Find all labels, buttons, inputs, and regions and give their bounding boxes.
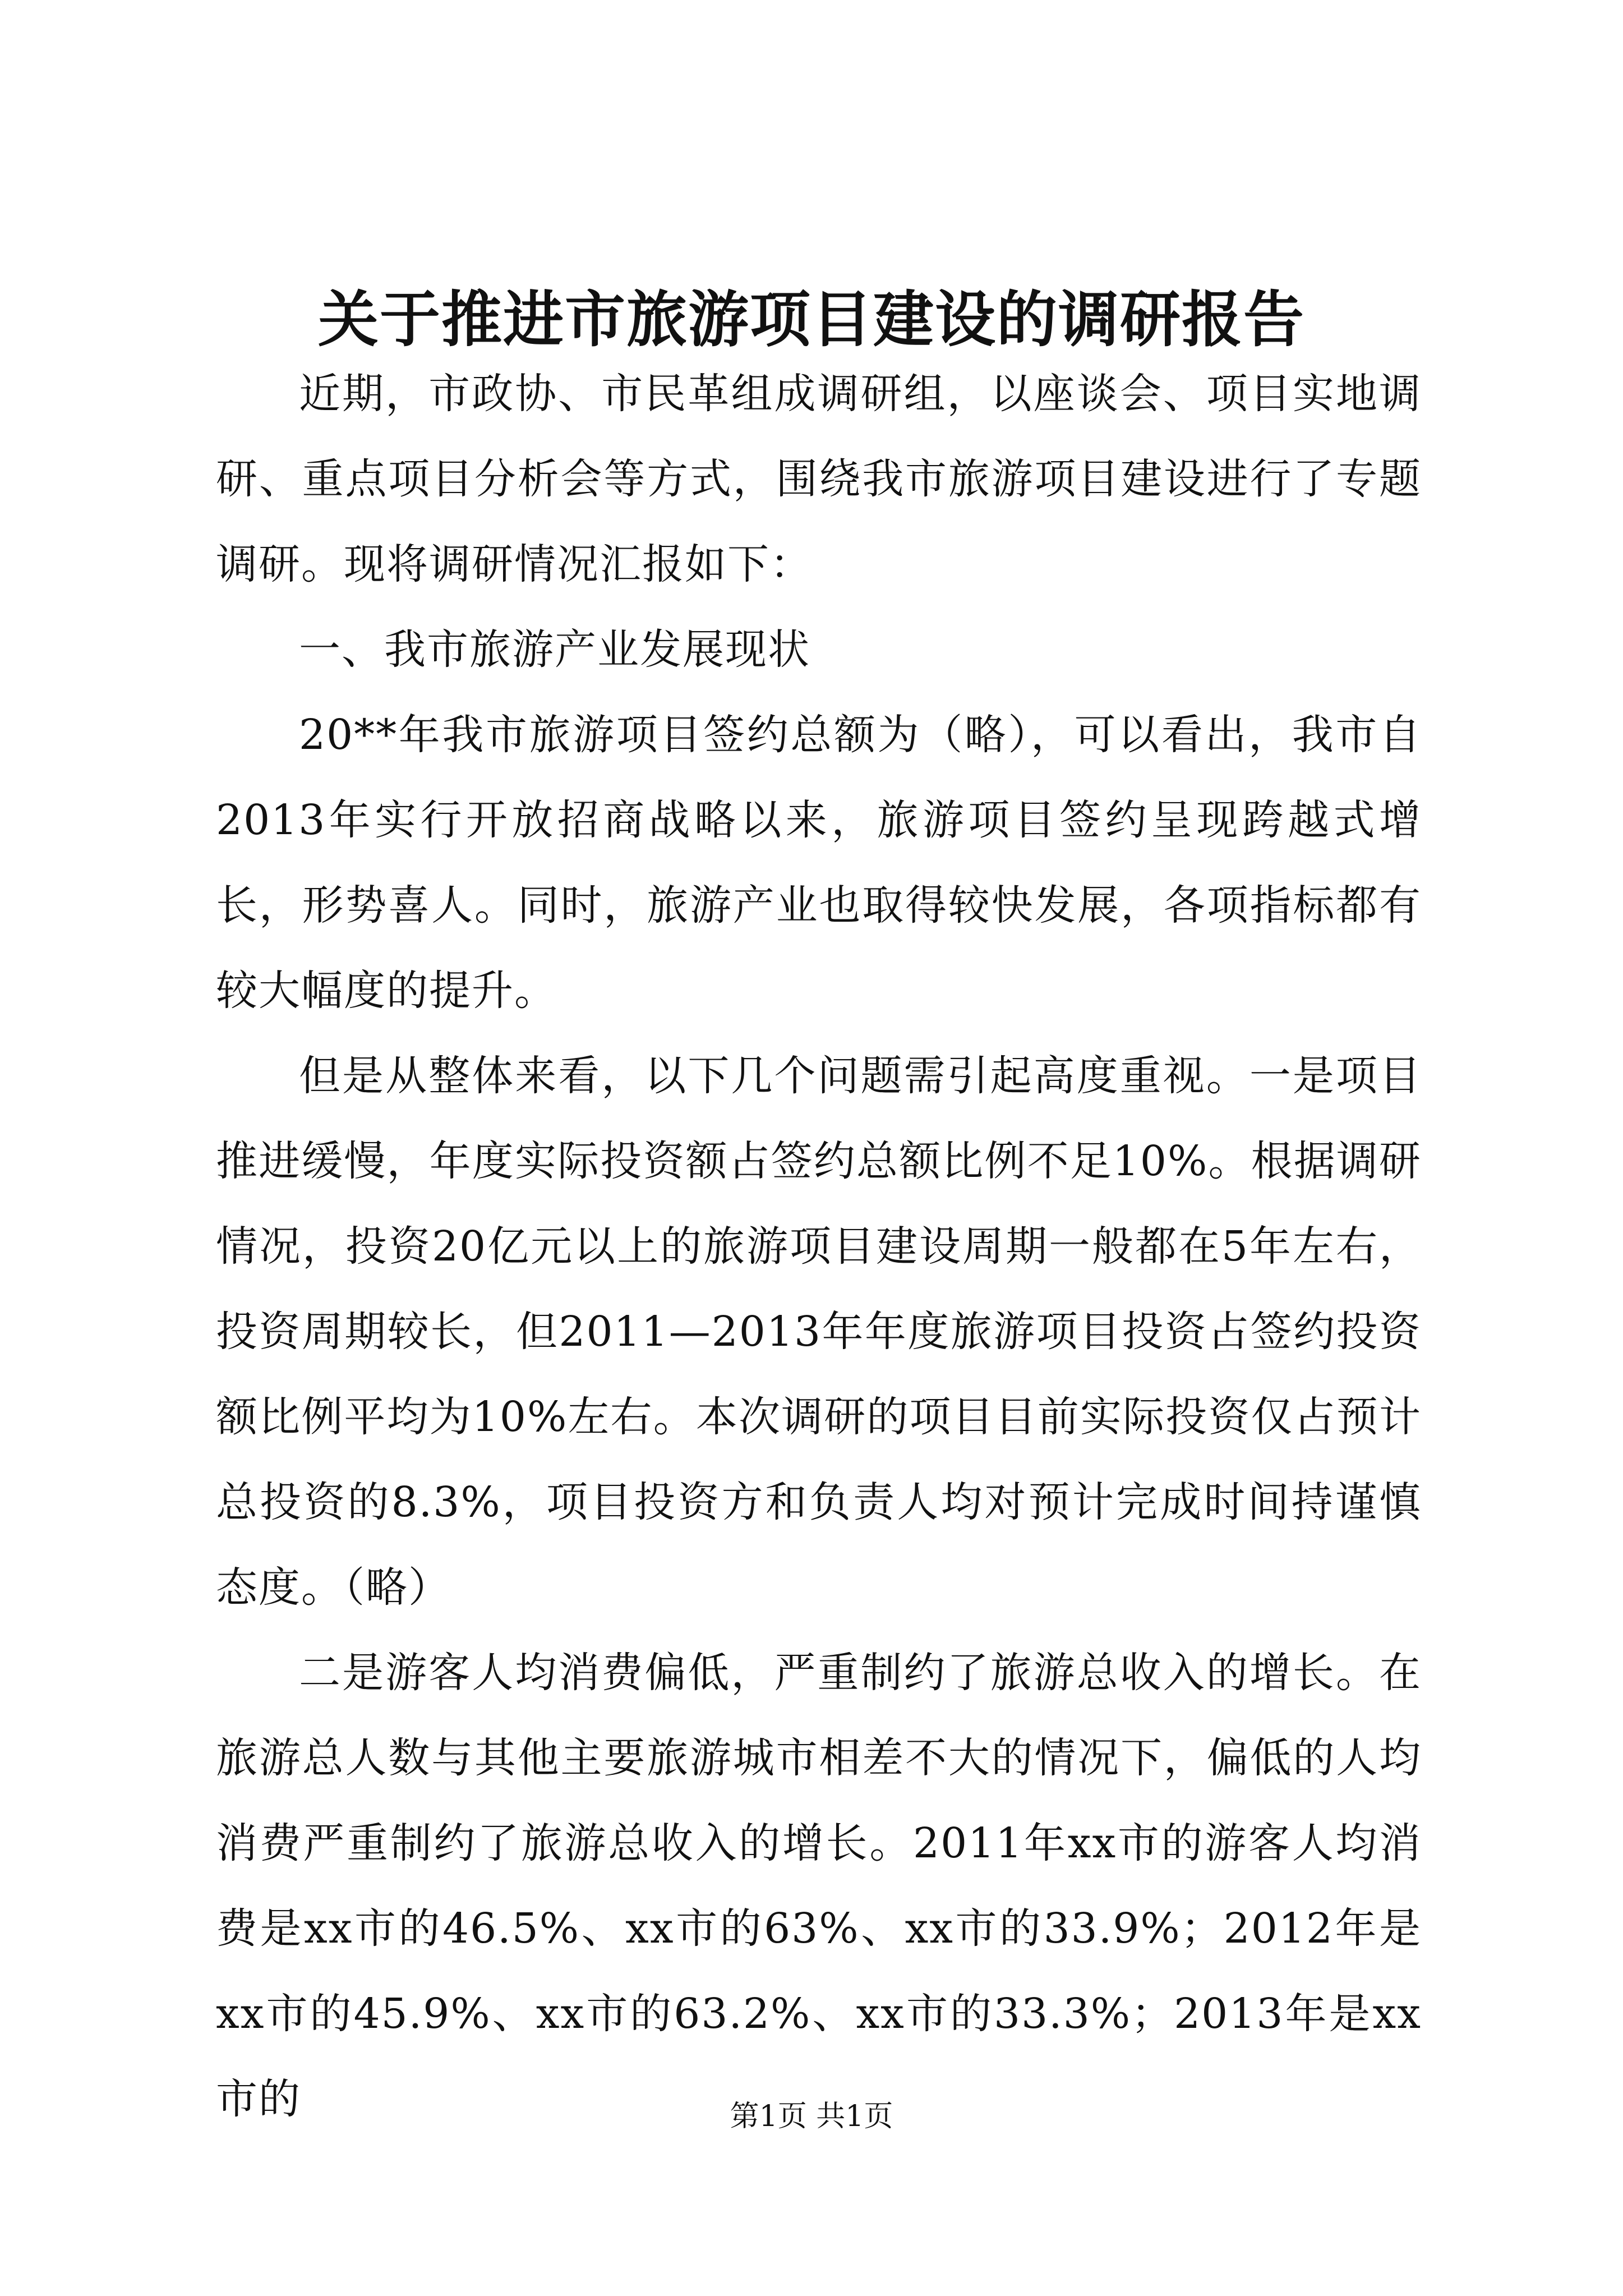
paragraph-signing: 20**年我市旅游项目签约总额为（略），可以看出，我市自2013年实行开放招商战略以来，旅游项目签约呈现跨越式增长，形势喜人。同时，旅游产业也取得较快发展，各项指标都有较大幅度的提升。: [216, 711, 1422, 1015]
document-title: 关于推进市旅游项目建设的调研报告: [317, 284, 1305, 355]
document-body: [216, 351, 1422, 2142]
paragraph-intro: 近期，市政协、市民革组成调研组，以座谈会、项目实地调研、重点项目分析会等方式，围绕我市旅游项目建设进行了专题调研。现将调研情况汇报如下：: [216, 370, 1422, 588]
page-footer: 第1页 共1页: [730, 2100, 893, 2133]
section-heading: 一、我市旅游产业发展现状: [299, 625, 810, 674]
paragraph-consumption: 二是游客人均消费偏低，严重制约了旅游总收入的增长。在旅游总人数与其他主要旅游城市相差不大的情况下，偏低的人均消费严重制约了旅游总收入的增长。2011年xx市的游客人均消费是xx市的46.5%、xx市的63%、xx市的33.9%；2012年是xx市的45.9%、xx市的63.2%、xx市的33.3%；2013年是xx市的: [216, 1649, 1422, 2123]
paragraph-issues: 但是从整体来看，以下几个问题需引起高度重视。一是项目推进缓慢，年度实际投资额占签约总额比例不足10%。根据调研情况，投资20亿元以上的旅游项目建设周期一般都在5年左右，投资周期较长，但2011—2013年年度旅游项目投资占签约投资额比例平均为10%左右。本次调研的项目目前实际投资仅占预计总投资的8.3%，项目投资方和负责人均对预计完成时间持谨慎态度。（略）: [216, 1052, 1422, 1612]
